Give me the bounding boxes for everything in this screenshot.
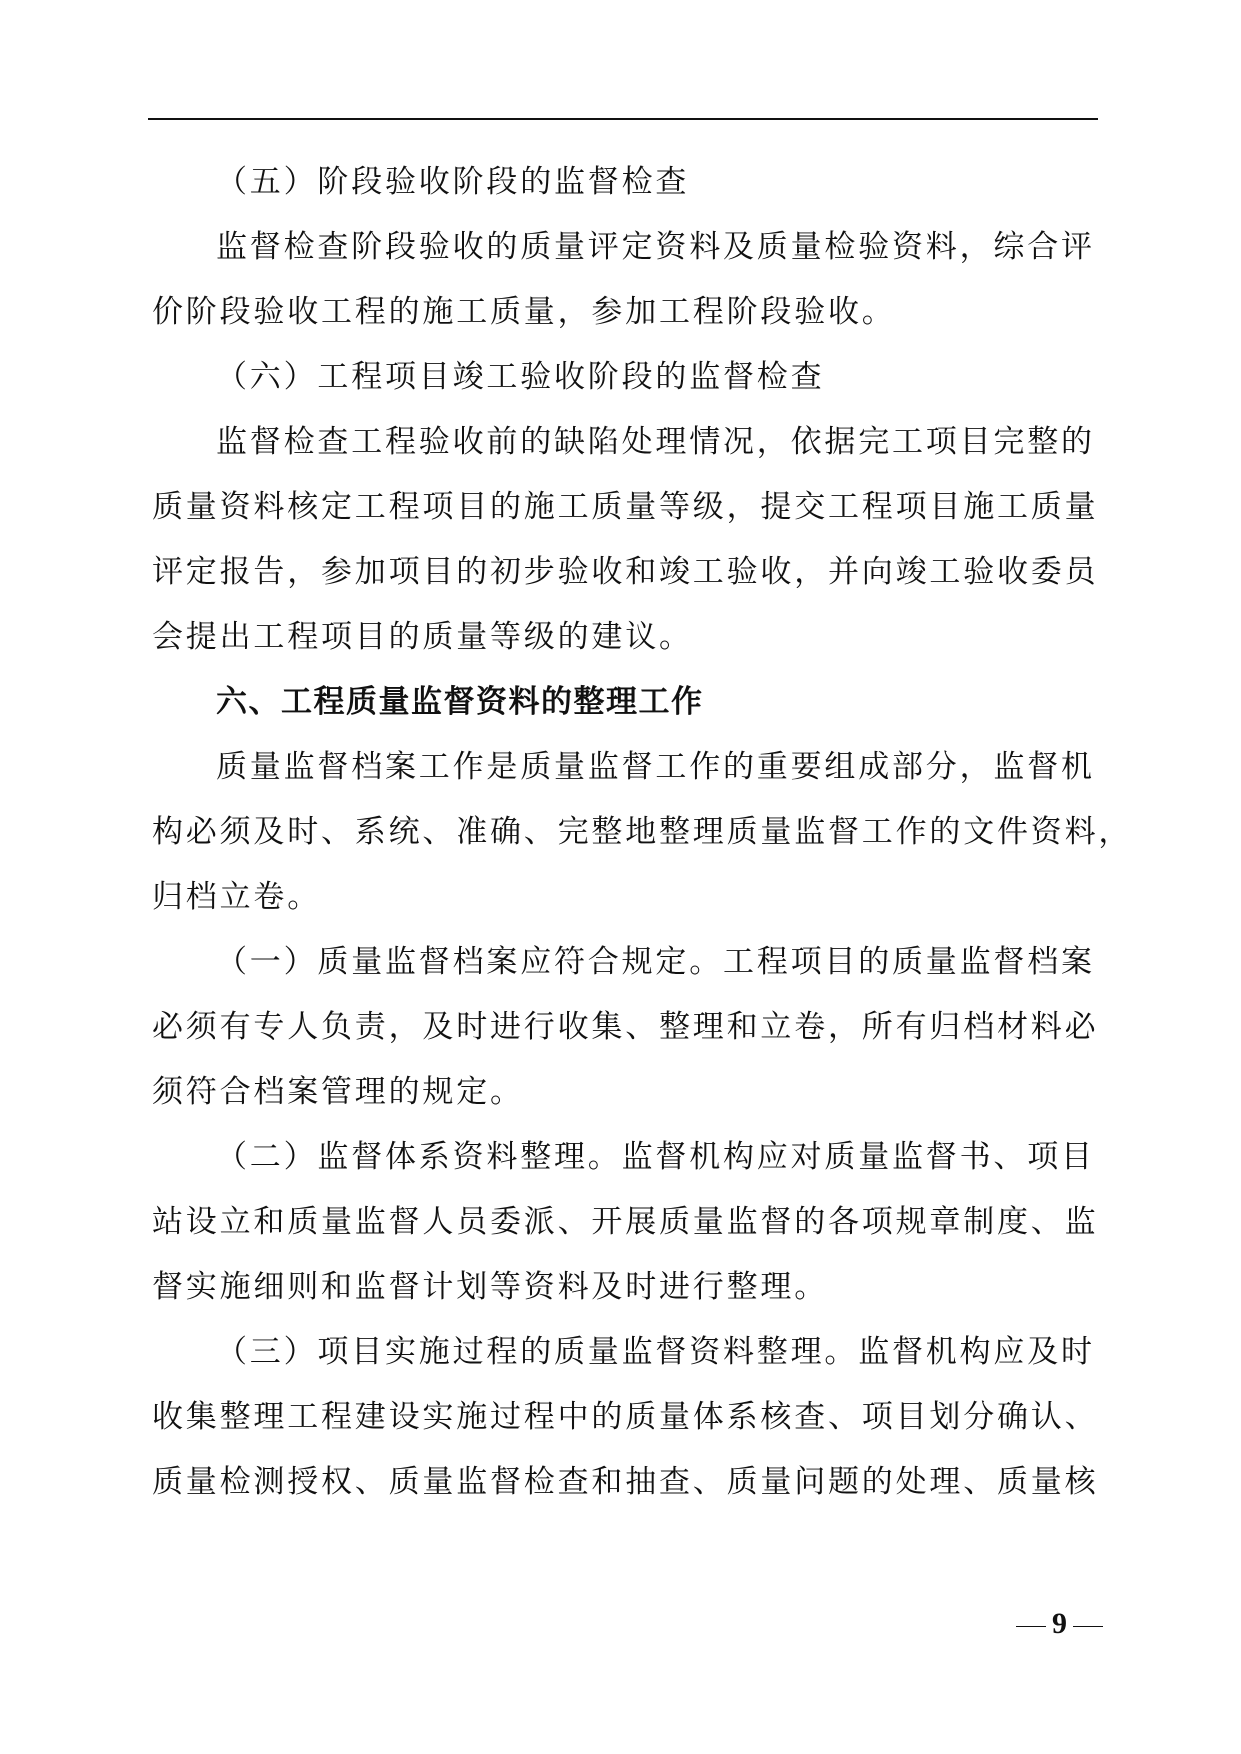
paragraph-line: 评定报告，参加项目的初步验收和竣工验收，并向竣工验收委员: [152, 554, 1099, 590]
paragraph-line: （一）质量监督档案应符合规定。工程项目的质量监督档案: [216, 944, 1095, 980]
header-rule: [148, 118, 1098, 120]
paragraph-line: 构必须及时、系统、准确、完整地整理质量监督工作的文件资料，: [152, 814, 1133, 850]
subsection-heading-5: （五）阶段验收阶段的监督检查: [216, 164, 690, 200]
section-heading: 六、工程质量监督资料的整理工作: [216, 684, 704, 720]
paragraph-line: 须符合档案管理的规定。: [152, 1074, 524, 1110]
page-number: [1010, 1607, 1109, 1641]
paragraph-line: 督实施细则和监督计划等资料及时进行整理。: [152, 1269, 828, 1305]
paragraph-line: 收集整理工程建设实施过程中的质量体系核查、项目划分确认、: [152, 1399, 1099, 1435]
paragraph-line: 监督检查工程验收前的缺陷处理情况，依据完工项目完整的: [216, 424, 1095, 460]
page-number-dash-left: [1016, 1626, 1046, 1627]
page-number-dash-right: [1073, 1626, 1103, 1627]
paragraph-line: 价阶段验收工程的施工质量，参加工程阶段验收。: [152, 294, 896, 330]
paragraph-line: （三）项目实施过程的质量监督资料整理。监督机构应及时: [216, 1334, 1095, 1370]
paragraph-line: 会提出工程项目的质量等级的建议。: [152, 619, 693, 655]
paragraph-line: 质量检测授权、质量监督检查和抽查、质量问题的处理、质量核: [152, 1464, 1099, 1500]
document-body: [152, 150, 1133, 1515]
subsection-heading-6: （六）工程项目竣工验收阶段的监督检查: [216, 359, 825, 395]
paragraph-line: 质量资料核定工程项目的施工质量等级，提交工程项目施工质量: [152, 489, 1099, 525]
paragraph-line: 质量监督档案工作是质量监督工作的重要组成部分，监督机: [216, 749, 1095, 785]
paragraph-line: 监督检查阶段验收的质量评定资料及质量检验资料，综合评: [216, 229, 1095, 265]
page-number-value: 9: [1052, 1607, 1067, 1640]
paragraph-line: 站设立和质量监督人员委派、开展质量监督的各项规章制度、监: [152, 1204, 1099, 1240]
paragraph-line: 归档立卷。: [152, 879, 321, 915]
paragraph-line: 必须有专人负责，及时进行收集、整理和立卷，所有归档材料必: [152, 1009, 1099, 1045]
paragraph-line: （二）监督体系资料整理。监督机构应对质量监督书、项目: [216, 1139, 1095, 1175]
